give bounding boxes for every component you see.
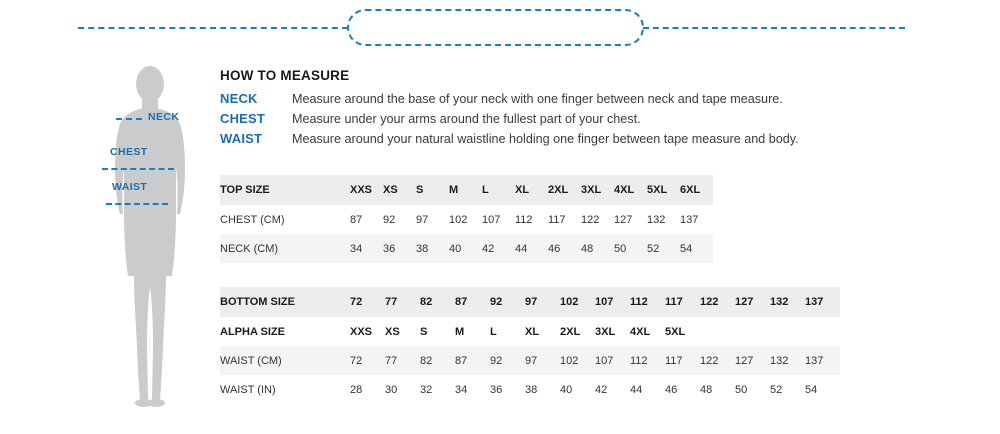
top-size-header-label: TOP SIZE <box>220 184 270 196</box>
top-size-header-9: 5XL <box>647 184 668 196</box>
table-row <box>220 234 713 263</box>
top-row-chest-6: 117 <box>548 213 566 226</box>
figure-label-neck: NECK <box>148 111 180 123</box>
bottom-row-alpha-6: 2XL <box>560 325 581 338</box>
top-row-chest-7: 122 <box>581 213 600 226</box>
bottom-row-waistin-11: 50 <box>735 383 748 396</box>
how-to-desc-chest: Measure under your arms around the fullest part of your chest. <box>292 112 641 126</box>
table-row <box>220 205 713 234</box>
bottom-row-waistcm-11: 127 <box>735 354 754 367</box>
top-size-header-3: M <box>449 184 459 196</box>
top-row-chest-4: 107 <box>482 213 501 226</box>
waist-measure-dash <box>106 203 168 205</box>
bottom-row-waistin-label: WAIST (IN) <box>220 383 276 396</box>
bottom-row-waistcm-12: 132 <box>770 354 789 367</box>
bottom-row-alpha-label: ALPHA SIZE <box>220 325 285 338</box>
top-row-neck-10: 54 <box>680 242 693 255</box>
bottom-row-waistcm-0: 72 <box>350 354 363 367</box>
table-row <box>220 346 840 375</box>
how-to-measure-row-neck <box>220 91 980 108</box>
bottom-row-waistcm-2: 82 <box>420 354 433 367</box>
table-row <box>220 375 840 404</box>
bottom-row-waistin-3: 34 <box>455 383 468 396</box>
bottom-row-alpha-2: S <box>420 325 428 338</box>
bottom-row-alpha-13 <box>805 317 840 346</box>
bottom-row-alpha-10 <box>700 317 735 346</box>
bottom-size-header-label: BOTTOM SIZE <box>220 296 295 308</box>
bottom-row-alpha-11 <box>735 317 770 346</box>
bottom-size-table <box>220 287 840 404</box>
top-size-table <box>220 175 713 263</box>
top-row-chest-1: 92 <box>383 213 396 226</box>
chest-measure-dash <box>102 168 174 170</box>
bottom-row-waistcm-8: 112 <box>630 354 648 367</box>
bottom-row-waistin-5: 38 <box>525 383 538 396</box>
banner-dashed-line-left <box>78 27 348 29</box>
how-to-term-waist: WAIST <box>220 131 263 146</box>
bottom-row-waistin-7: 42 <box>595 383 608 396</box>
how-to-measure-section <box>220 68 980 151</box>
bottom-row-waistcm-4: 92 <box>490 354 503 367</box>
bottom-size-header-7: 107 <box>595 296 614 308</box>
bottom-row-waistcm-13: 137 <box>805 354 824 367</box>
bottom-row-alpha-5: XL <box>525 325 540 338</box>
top-row-chest-9: 132 <box>647 213 666 226</box>
bottom-row-alpha-1: XS <box>385 325 400 338</box>
top-size-header-10: 6XL <box>680 184 701 196</box>
bottom-size-header-13: 137 <box>805 296 824 308</box>
how-to-measure-row-chest <box>220 111 980 128</box>
figure-label-chest: CHEST <box>110 146 148 158</box>
bottom-row-waistcm-3: 87 <box>455 354 468 367</box>
bottom-size-header-8: 112 <box>630 296 648 308</box>
top-row-neck-3: 40 <box>449 242 462 255</box>
body-figure <box>90 62 210 407</box>
how-to-term-neck: NECK <box>220 91 258 106</box>
table-row <box>220 317 840 346</box>
bottom-size-header-10: 122 <box>700 296 719 308</box>
top-size-header-8: 4XL <box>614 184 635 196</box>
bottom-row-alpha-7: 3XL <box>595 325 616 338</box>
how-to-measure-row-waist <box>220 131 980 148</box>
bottom-row-waistin-2: 32 <box>420 383 433 396</box>
top-row-neck-5: 44 <box>515 242 528 255</box>
top-size-header-4: L <box>482 184 489 196</box>
bottom-row-waistcm-6: 102 <box>560 354 579 367</box>
top-row-chest-2: 97 <box>416 213 429 226</box>
bottom-row-waistcm-5: 97 <box>525 354 538 367</box>
bottom-row-waistin-6: 40 <box>560 383 573 396</box>
bottom-row-alpha-9: 5XL <box>665 325 686 338</box>
decorative-banner <box>0 0 1000 56</box>
bottom-row-waistcm-9: 117 <box>665 354 683 367</box>
bottom-row-alpha-8: 4XL <box>630 325 651 338</box>
bottom-row-waistin-10: 48 <box>700 383 713 396</box>
top-size-header-2: S <box>416 184 424 196</box>
top-row-neck-6: 46 <box>548 242 561 255</box>
bottom-row-alpha-0: XXS <box>350 325 373 338</box>
top-size-header-1: XS <box>383 184 398 196</box>
top-row-chest-0: 87 <box>350 213 363 226</box>
top-row-neck-0: 34 <box>350 242 363 255</box>
bottom-row-waistin-12: 52 <box>770 383 783 396</box>
top-row-neck-2: 38 <box>416 242 429 255</box>
top-row-chest-10: 137 <box>680 213 699 226</box>
bottom-row-waistin-0: 28 <box>350 383 363 396</box>
bottom-size-header-1: 77 <box>385 296 398 308</box>
top-row-neck-1: 36 <box>383 242 396 255</box>
bottom-size-header-11: 127 <box>735 296 754 308</box>
top-row-chest-label: CHEST (CM) <box>220 213 285 226</box>
bottom-size-header-12: 132 <box>770 296 789 308</box>
bottom-row-waistin-1: 30 <box>385 383 398 396</box>
table-row <box>220 175 713 205</box>
top-row-neck-7: 48 <box>581 242 594 255</box>
bottom-size-header-3: 87 <box>455 296 468 308</box>
how-to-desc-waist: Measure around your natural waistline holding one finger between tape measure and body. <box>292 132 799 146</box>
bottom-row-alpha-12 <box>770 317 805 346</box>
top-size-header-7: 3XL <box>581 184 602 196</box>
top-row-neck-label: NECK (CM) <box>220 242 279 255</box>
top-size-header-6: 2XL <box>548 184 569 196</box>
top-row-chest-3: 102 <box>449 213 468 226</box>
how-to-measure-title: HOW TO MEASURE <box>220 68 350 83</box>
bottom-size-header-6: 102 <box>560 296 579 308</box>
top-row-neck-4: 42 <box>482 242 495 255</box>
bottom-size-header-0: 72 <box>350 296 363 308</box>
banner-dashed-line-right <box>643 27 905 29</box>
neck-measure-dash <box>116 118 142 120</box>
bottom-row-waistcm-10: 122 <box>700 354 719 367</box>
bottom-row-alpha-3: M <box>455 325 465 338</box>
how-to-term-chest: CHEST <box>220 111 266 126</box>
bottom-size-header-4: 92 <box>490 296 503 308</box>
top-row-neck-9: 52 <box>647 242 660 255</box>
bottom-size-header-5: 97 <box>525 296 538 308</box>
banner-dashed-pill <box>347 9 644 46</box>
top-size-header-5: XL <box>515 184 530 196</box>
top-row-chest-5: 112 <box>515 213 533 226</box>
bottom-row-waistcm-1: 77 <box>385 354 398 367</box>
top-size-header-0: XXS <box>350 184 373 196</box>
bottom-size-header-9: 117 <box>665 296 683 308</box>
bottom-row-waistin-13: 54 <box>805 383 818 396</box>
top-row-neck-8: 50 <box>614 242 627 255</box>
table-row <box>220 287 840 317</box>
bottom-row-waistin-8: 44 <box>630 383 643 396</box>
bottom-row-waistin-9: 46 <box>665 383 678 396</box>
figure-label-waist: WAIST <box>112 181 148 193</box>
bottom-row-waistcm-label: WAIST (CM) <box>220 354 282 367</box>
how-to-desc-neck: Measure around the base of your neck with one finger between neck and tape measure. <box>292 92 783 106</box>
top-row-chest-8: 127 <box>614 213 633 226</box>
bottom-row-waistcm-7: 107 <box>595 354 614 367</box>
bottom-row-waistin-4: 36 <box>490 383 503 396</box>
bottom-size-header-2: 82 <box>420 296 433 308</box>
bottom-row-alpha-4: L <box>490 325 497 338</box>
